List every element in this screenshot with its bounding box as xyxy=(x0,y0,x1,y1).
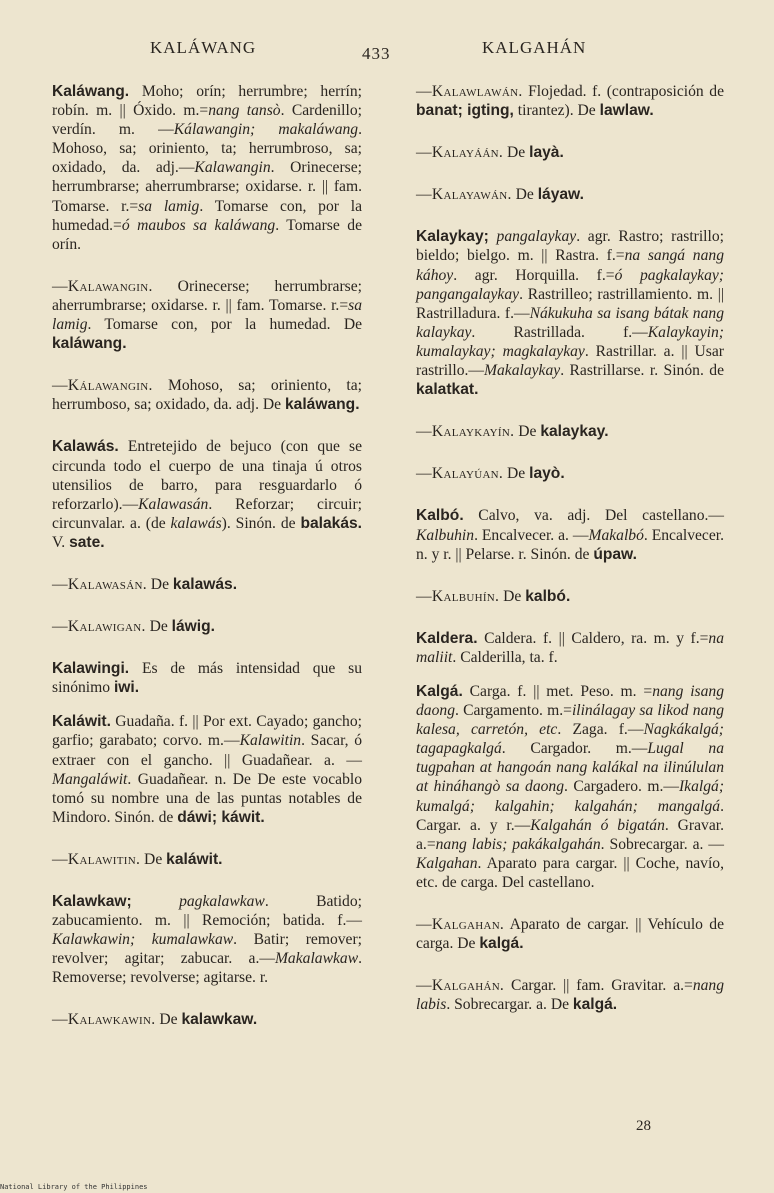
right-column xyxy=(416,82,724,1014)
entry-kalawasan: —Kalawasán. De kalawás. xyxy=(52,575,238,593)
running-head-right: KALGAHÁN xyxy=(482,38,587,57)
entry-kaldera: Kaldera. Caldera. f. || Caldero, ra. m. y f.=na maliit. Calderilla, ta. f. xyxy=(416,629,724,666)
entry-kalawang: Kaláwang. Moho; orín; herrumbre; herrín; robín. m. || Óxido. m.=nang tansò. Cardenillo; verdín. m. —Kálawangin; makaláwang. Mohoso, sa; oriniento, ta; herrumbroso, sa; oxidado, da. adj.—Kalawangin. Orinecerse; herrumbrarse; aherrumbrarse; oxidarse. r. || fam. Tomarse. r.=sa lamig. Tomarse con, por la humedad.=ó maubos sa kaláwang. Tomarse de orín. xyxy=(52,83,362,253)
entry-kalbuhin: —Kalbuhín. De kalbó. xyxy=(416,587,571,605)
entry-kalawingi: Kalawingi. Es de más intensidad que su sinónimo iwi. xyxy=(52,660,362,697)
entry-kalayuan: —Kalayúan. De layò. xyxy=(416,465,565,483)
entry-kalawit: Kaláwit. Guadaña. f. || Por ext. Cayado; gancho; garfio; garabato; corvo. m.—Kalawitin. Sacar, ó extraer con el gancho. || Guadañear. a. —Mangaláwit. Guadañear. n. De De este vocablo tomó su nombre una de las puntas notables de Mindoro. Sinón. de dáwi; káwit. xyxy=(52,713,362,826)
entry-kalawkaw: Kalawkaw; pagkalawkaw. Batido; zabucamiento. m. || Remoción; batida. f.—Kalawkawin; kumalawkaw. Batir; remover; revolver; agitar; zabucar. a.—Makalawkaw. Removerse; revolverse; agitarse. r. xyxy=(52,893,362,987)
entry-kalbo: Kalbó. Calvo, va. adj. Del castellano.—Kalbuhin. Encalvecer. a. —Makalbó. Encalvecer. n. y r. || Pelarse. r. Sinón. de úpaw. xyxy=(416,507,725,563)
entry-kalayaan: —Kalayáán. De layà. xyxy=(416,144,564,162)
left-column xyxy=(52,82,362,1030)
entry-kalawkawin: —Kalawkawin. De kalawkaw. xyxy=(52,1011,258,1029)
entry-kalawigan: —Kalawigan. De láwig. xyxy=(52,618,215,636)
entry-kalawlawan: —Kalawlawán. Flojedad. f. (contraposición de banat; igting, tirantez). De lawlaw. xyxy=(416,83,724,120)
entry-kalgahan: —Kalgahan. Aparato de cargar. || Vehículo de carga. De kalgá. xyxy=(416,916,724,953)
entry-kalayawan: —Kalayawán. De láyaw. xyxy=(416,186,584,204)
entry-kalawangin-adj: —Kálawangin. Mohoso, sa; oriniento, ta; herrumboso, sa; oxidado, da. adj. De kaláwang. xyxy=(52,377,362,414)
signature-mark: 28 xyxy=(636,1118,651,1134)
entry-kalgahan-verb: —Kalgahán. Cargar. || fam. Gravitar. a.=nang labis. Sobrecargar. a. De kalgá. xyxy=(416,977,724,1014)
library-credit: National Library of the Philippines xyxy=(0,1183,148,1191)
entry-kalawangin: —Kalawangin. Orinecerse; herrumbrarse; aherrumbrarse; oxidarse. r. || fam. Tomarse. r.=sa lamig. Tomarse con, por la humedad. De kaláwang. xyxy=(52,277,362,353)
running-head-left: KALÁWANG xyxy=(150,38,257,57)
entry-kalga: Kalgá. Carga. f. || met. Peso. m. =nang isang daong. Cargamento. m.=ilinálagay sa likod nang kalesa, carretón, etc. Zaga. f.—Nagkákalgá; tagapagkalgá. Cargador. m.—Lugal na tugpahan at hangoán nang kalákal na ilinúlulan at hináhangò sa daong. Cargadero. m.—Ikalgá; kumalgá; kalgahin; kalgahán; mangalgá. Cargar. a. y r.—Kalgahán ó bigatán. Gravar. a.=nang labis; pakákalgahán. Sobrecargar. a. — Kalgahan. Aparato para cargar. || Coche, navío, etc. de carga. Del castellano. xyxy=(416,682,725,891)
entry-kalaykay: Kalaykay; pangalaykay. agr. Rastro; rastrillo; bieldo; bielgo. m. || Rastra. f.=na sangá nang káhoy. agr. Horquilla. f.=ó pagkalaykay; pangangalaykay. Rastrilleo; rastrillamiento. m. || Rastrilladura. f.—Nákukuha sa isang bátak nang kalaykay. Rastrillada. f.—Kalaykayin; kumalaykay; magkalaykay. Rastrillar. a. || Usar rastrillo.—Makalaykay. Rastrillarse. r. Sinón. de kalatkat. xyxy=(416,228,724,399)
entry-kalaykayin: —Kalaykayín. De kalaykay. xyxy=(416,423,609,441)
entry-kalawas: Kalawás. Entretejido de bejuco (con que se circunda todo el cuerpo de una tinaja ú otros utensilios de barro, para resguardarlo ó reforzarlo).—Kalawasán. Reforzar; circuir; circunvalar. a. (de kalawás). Sinón. de balakás. V. sate. xyxy=(52,438,362,551)
entry-kalawitin: —Kalawitin. De kaláwit. xyxy=(52,850,223,868)
page-number: 433 xyxy=(362,44,391,63)
